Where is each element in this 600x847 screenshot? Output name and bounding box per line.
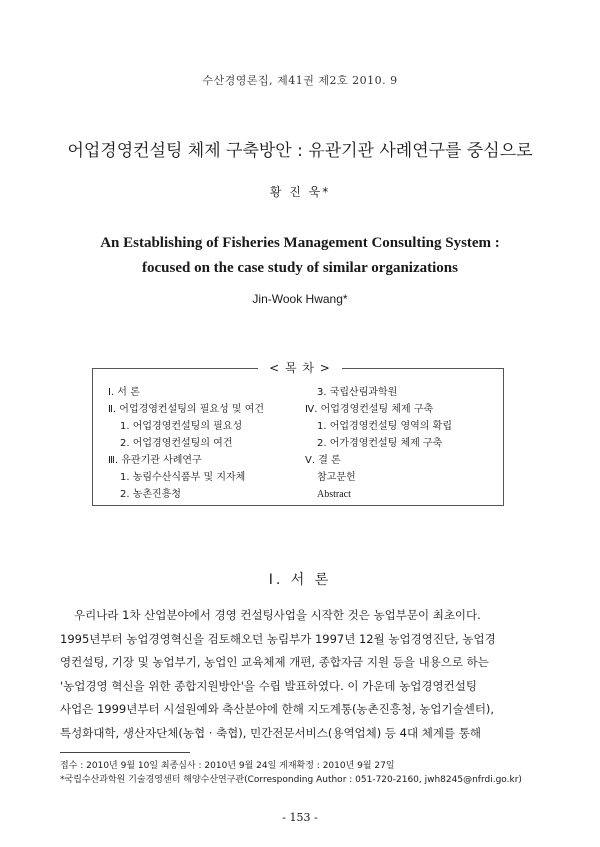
author-korean: 황 진 욱* <box>269 185 331 199</box>
footnote-dates: 접수 : 2010년 9월 10일 최종심사 : 2010년 9월 24일 게재확정 : 2010년 9월 27일 <box>60 761 395 771</box>
body-line: 사업은 1999년부터 시설원예와 축산분야에 한해 지도계통(농촌진흥청, 농업기술센터), <box>60 702 495 716</box>
body-line: 1995년부터 농업경영혁신을 검토해오던 농림부가 1997년 12월 농업경영진단, 농업경 <box>60 631 496 646</box>
toc-item: 참고문헌 <box>317 472 356 483</box>
title-english-line2: focused on the case study of similar organizations <box>142 260 458 276</box>
toc-left-column <box>108 384 264 503</box>
toc-item: Ⅳ. 어업경영컨설팅 체제 구축 <box>305 404 434 415</box>
author-english: Jin-Wook Hwang* <box>252 292 348 306</box>
body-line: 특성화대학, 생산자단체(농협 · 축협), 민간전문서비스(용역업체) 등 4대 체계를 통해 <box>60 725 481 740</box>
section-heading: Ⅰ. 서 론 <box>268 572 332 588</box>
toc-item: 2. 어업경영컨설팅의 여건 <box>120 438 233 449</box>
body-line: '농업경영 혁신을 위한 종합지원방안'을 수립 발표하였다. 이 가운데 농업경영컨설팅 <box>60 678 477 693</box>
toc-item: Ⅲ. 유관기관 사례연구 <box>108 455 202 466</box>
toc-item: 1. 농림수산식품부 및 지자체 <box>120 472 246 483</box>
page-number: - 153 - <box>282 811 318 824</box>
toc-item: Ⅴ. 결 론 <box>305 455 341 466</box>
toc-item: 3. 국립산림과학원 <box>317 387 398 398</box>
body-line: 우리나라 1차 산업분야에서 경영 컨설팅사업을 시작한 것은 농업부문이 최초이다. <box>74 608 481 622</box>
paper-title-english <box>0 231 600 281</box>
toc-item: 2. 농촌진흥청 <box>120 489 182 500</box>
journal-header: 수산경영론집, 제41권 제2호 2010. 9 <box>202 74 398 87</box>
toc-item: 1. 어업경영컨설팅 영역의 확립 <box>317 421 452 432</box>
toc-item: Ⅰ. 서 론 <box>108 387 140 398</box>
body-line: 영컨설팅, 기장 및 농업부기, 농업인 교육체제 개편, 종합자금 지원 등을 내용으로 하는 <box>60 655 489 669</box>
toc-item: 1. 어업경영컨설팅의 필요성 <box>120 421 243 432</box>
toc-heading: < 목 차 > <box>258 359 342 376</box>
toc-item: Ⅱ. 어업경영컨설팅의 필요성 및 여건 <box>108 404 265 415</box>
footnote-author: *국립수산과학원 기술경영센터 해양수산연구관(Corresponding Author : 051-720-2160, jwh8245@nfrdi.go.kr) <box>60 775 522 785</box>
paper-title-korean: 어업경영컨설팅 체제 구축방안 : 유관기관 사례연구를 중심으로 <box>67 141 533 161</box>
body-paragraph <box>60 604 540 745</box>
toc-right-column <box>305 384 452 503</box>
title-english-line1: An Establishing of Fisheries Management Consulting System : <box>100 235 500 251</box>
toc-item: Abstract <box>317 489 351 500</box>
footnote-rule <box>60 752 190 753</box>
toc-item: 2. 어가경영컨설팅 체제 구축 <box>317 438 443 449</box>
